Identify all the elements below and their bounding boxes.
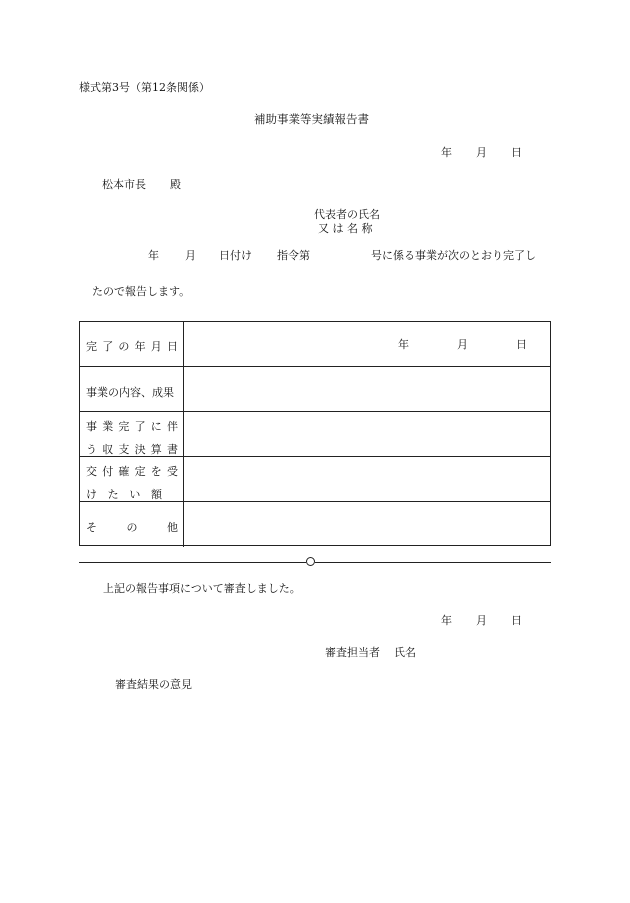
document-title: 補助事業等実績報告書 (254, 112, 369, 126)
representative-name-label: 代表者の氏名 (314, 208, 380, 221)
row-grant-amount (80, 457, 550, 502)
body-directive: 指令第 (277, 249, 310, 262)
label-cell (80, 502, 184, 547)
body-month: 月 (185, 249, 196, 262)
divider-left (79, 562, 306, 563)
review-statement: 上記の報告事項について審査しました。 (103, 582, 301, 595)
date-year: 年 (441, 146, 452, 159)
body-dated: 日付け (219, 249, 252, 262)
report-table (79, 321, 551, 546)
body-line2: たので報告します。 (92, 285, 191, 298)
row-content-results (80, 367, 550, 412)
body-continuation: 号に係る事業が次のとおり完了し (371, 249, 536, 262)
review-date-day: 日 (511, 614, 522, 627)
honorific: 殿 (170, 178, 181, 191)
row-label: そ の 他 (86, 521, 178, 534)
addressee: 松本市長 (102, 178, 146, 191)
reviewer-label: 審査担当者 (325, 646, 380, 659)
review-date-year: 年 (441, 614, 452, 627)
value-cell[interactable] (184, 457, 550, 501)
divider-circle (306, 557, 315, 566)
body-year: 年 (148, 249, 159, 262)
form-number: 様式第3号（第12条関係） (79, 81, 210, 94)
row-label-line2: け た い 額 (86, 488, 162, 501)
value-cell[interactable] (184, 412, 550, 456)
row-settlement (80, 412, 550, 457)
value-cell[interactable] (184, 322, 550, 366)
value-month: 月 (457, 338, 468, 351)
review-opinion-label: 審査結果の意見 (115, 678, 192, 691)
date-month: 月 (476, 146, 487, 159)
value-cell[interactable] (184, 502, 550, 547)
row-other (80, 502, 550, 547)
row-completion-date (80, 322, 550, 367)
reviewer-name-label: 氏名 (394, 646, 416, 659)
divider-right (315, 562, 551, 563)
value-year: 年 (398, 338, 409, 351)
representative-title-label: 又 は 名 称 (318, 222, 373, 235)
label-cell (80, 412, 184, 456)
row-label-line1: 交 付 確 定 を 受 (86, 465, 178, 478)
review-date-month: 月 (476, 614, 487, 627)
row-label: 事業の内容、成果 (86, 386, 174, 399)
row-label-line2: う 収 支 決 算 書 (86, 443, 178, 456)
label-cell (80, 457, 184, 501)
date-day: 日 (511, 146, 522, 159)
label-cell (80, 367, 184, 411)
row-label-line1: 事 業 完 了 に 伴 (86, 420, 178, 433)
row-label: 完 了 の 年 月 日 (86, 340, 178, 353)
value-day: 日 (516, 338, 527, 351)
label-cell (80, 322, 184, 366)
value-cell[interactable] (184, 367, 550, 411)
